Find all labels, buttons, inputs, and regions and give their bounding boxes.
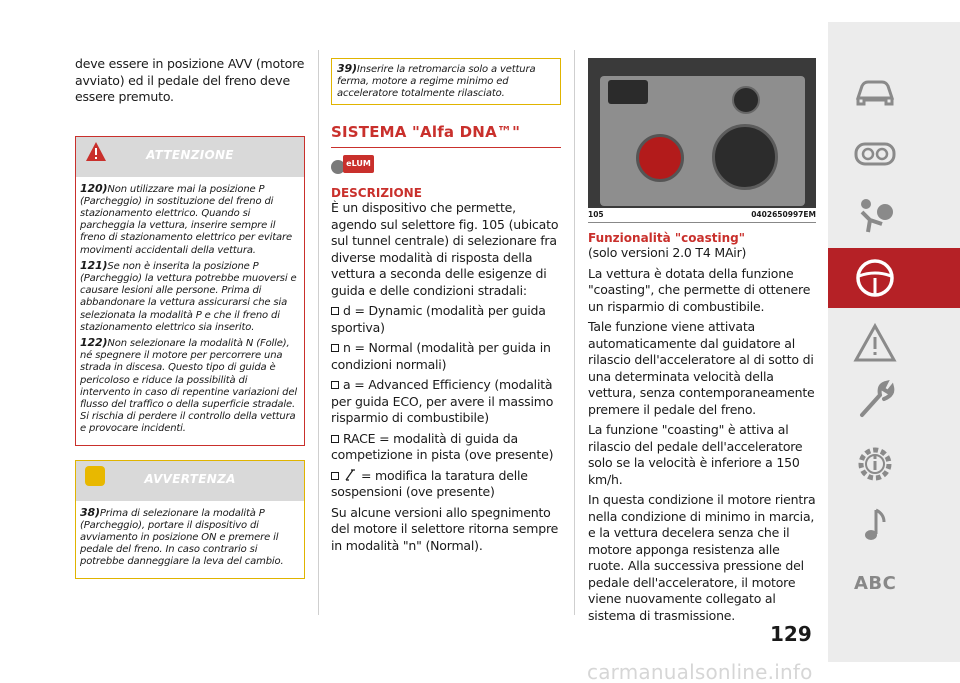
warning-box bbox=[75, 136, 305, 446]
sidebar-item-specs[interactable] bbox=[828, 442, 960, 486]
elum-badge bbox=[331, 154, 561, 180]
selector-photo bbox=[588, 58, 816, 208]
note-box: 39)Inserire la retromarcia solo a vettura ferma, motore a regime minimo ed acceleratore totalmente rilasciato. bbox=[331, 58, 561, 105]
warning-header bbox=[76, 137, 304, 177]
caution-title: AVVERTENZA bbox=[144, 471, 236, 486]
column-middle bbox=[331, 58, 561, 558]
mode-item: n = Normal (modalità per guida in condizioni normali) bbox=[331, 340, 551, 372]
warning-item: 121)Se non è inserita la posizione P (Parcheggio) la vettura potrebbe muoversi e causare lesioni alle persone. Prima di abbandonare la vettura assicurarsi che sia selezionata la modalità P e che il freno di stazionamento elettrico sia inserito. bbox=[80, 258, 297, 333]
dashboard-icon bbox=[852, 132, 898, 176]
sidebar-item-warnings[interactable] bbox=[828, 322, 960, 366]
intro-paragraph: deve essere in posizione AVV (motore avviato) ed il pedale del freno deve essere premuto. bbox=[75, 56, 305, 104]
warning-item: 120)Non utilizzare mai la posizione P (Parcheggio) in sostituzione del freno di stazionamento elettrico. Quando si parcheggia la vettura, inserire sempre il freno di stazionamento elettrico per evitare movimenti accidentali della vettura. bbox=[80, 181, 293, 256]
suspension-icon bbox=[343, 468, 357, 482]
car-icon bbox=[852, 70, 898, 114]
warning-title: ATTENZIONE bbox=[146, 147, 234, 162]
sidebar-item-car[interactable] bbox=[828, 70, 960, 114]
gear-info-icon bbox=[852, 442, 898, 486]
column-divider bbox=[318, 50, 319, 615]
caution-box bbox=[75, 460, 305, 579]
figure-caption bbox=[588, 210, 816, 223]
volume-knob bbox=[732, 86, 760, 114]
sidebar-item-multimedia[interactable] bbox=[828, 504, 960, 548]
dna-selector-knob bbox=[636, 134, 684, 182]
mode-item: RACE = modalità di guida da competizione in pista (ove presente) bbox=[331, 430, 554, 462]
sidebar-item-dashboard[interactable] bbox=[828, 132, 960, 176]
steering-wheel-icon bbox=[852, 256, 898, 300]
column-left bbox=[75, 56, 305, 579]
section-title: SISTEMA "Alfa DNA™" bbox=[331, 123, 561, 148]
sidebar-item-index[interactable]: ABC bbox=[854, 573, 897, 594]
sidebar-item-driving[interactable] bbox=[828, 248, 960, 308]
checkbox-bullet-icon bbox=[331, 344, 339, 352]
figure-number: 105 bbox=[588, 210, 604, 219]
subsection-title: Funzionalità "coasting" bbox=[588, 231, 745, 245]
elum-label: eLUM bbox=[343, 155, 374, 173]
mode-item: = modifica la taratura delle sospensioni (ove presente) bbox=[331, 467, 528, 499]
column-divider bbox=[574, 50, 575, 615]
wrench-icon bbox=[852, 377, 898, 421]
caution-item: 38)Prima di selezionare la modalità P (Parcheggio), portare il dispositivo di avviamento in posizione ON e premere il pedale del freno. In caso contrario si potrebbe danneggiare la leva del cambio. bbox=[80, 505, 284, 568]
checkbox-bullet-icon bbox=[331, 435, 339, 443]
subsection-title: DESCRIZIONE bbox=[331, 186, 422, 200]
warning-icon bbox=[852, 322, 898, 366]
checkbox-bullet-icon bbox=[331, 381, 339, 389]
checkbox-bullet-icon bbox=[331, 472, 339, 480]
caution-header bbox=[76, 461, 304, 501]
chapter-sidebar bbox=[828, 22, 960, 662]
column-right bbox=[588, 58, 816, 628]
airbag-icon bbox=[852, 194, 898, 238]
rotary-controller bbox=[712, 124, 778, 190]
figure-code: 0402650997EM bbox=[751, 210, 816, 219]
warning-body bbox=[76, 177, 304, 445]
mode-item: d = Dynamic (modalità per guida sportiva) bbox=[331, 303, 546, 335]
caution-body bbox=[76, 501, 304, 578]
music-note-icon bbox=[852, 504, 898, 548]
mode-item: a = Advanced Efficiency (modalità per guida ECO, per avere il massimo risparmio di combustibile) bbox=[331, 377, 554, 425]
checkbox-bullet-icon bbox=[331, 307, 339, 315]
coasting-text: (solo versioni 2.0 T4 MAir) La vettura è dotata della funzione "coasting", che permette di ottenere un risparmio di combustibile. Tale funzione viene attivata automaticamente dal guidatore al rilascio dell'acceleratore al di sotto di una determinata velocità della vettura, senza contemporaneamente premere il pedale del freno. La funzione "coasting" è attiva al rilascio del pedale dell'acceleratore solo se la velocità è inferiore a 150 km/h. In questa condizione il motore rientra nella condizione di minimo in marcia, e la vettura decelera senza che il motore apponga resistenza alle ruote. Alla successiva pressione del pedale dell'acceleratore, il motore viene nuovamente collegato al sistema di trasmissione. bbox=[588, 245, 816, 623]
warning-item: 122)Non selezionare la modalità N (Folle), né spegnere il motore per percorrere una strada in discesa. Questo tipo di guida è pericoloso e riduce la possibilità di intervento in caso di repentine variazioni del flusso del traffico o della superficie stradale. Si rischia di perdere il controllo della vettura e provocare incidenti. bbox=[80, 335, 298, 435]
page-number: 129 bbox=[770, 622, 812, 646]
sidebar-item-safety[interactable] bbox=[828, 194, 960, 238]
description-text: È un dispositivo che permette, agendo sul selettore fig. 105 (ubicato sul tunnel centrale) di selezionare fra diverse modalità di risposta della vettura a seconda delle esigenze di guida e delle condizioni stradali: d = Dynamic (modalità per guida sportiva) n = Normal (modalità per guida in condizioni normali) a = Advanced Efficiency (modalità per guida ECO, per avere il massimo risparmio di combustibile) RACE = modalità di guida da competizione in pista (ove presente) = modifica la taratura delle sospensioni (ove presente) Su alcune versioni allo spegnimento del motore il selettore ritorna sempre in modalità "n" (Normal). bbox=[331, 200, 561, 554]
sidebar-item-maintenance[interactable] bbox=[828, 377, 960, 421]
watermark: carmanualsonline.info bbox=[587, 660, 813, 683]
